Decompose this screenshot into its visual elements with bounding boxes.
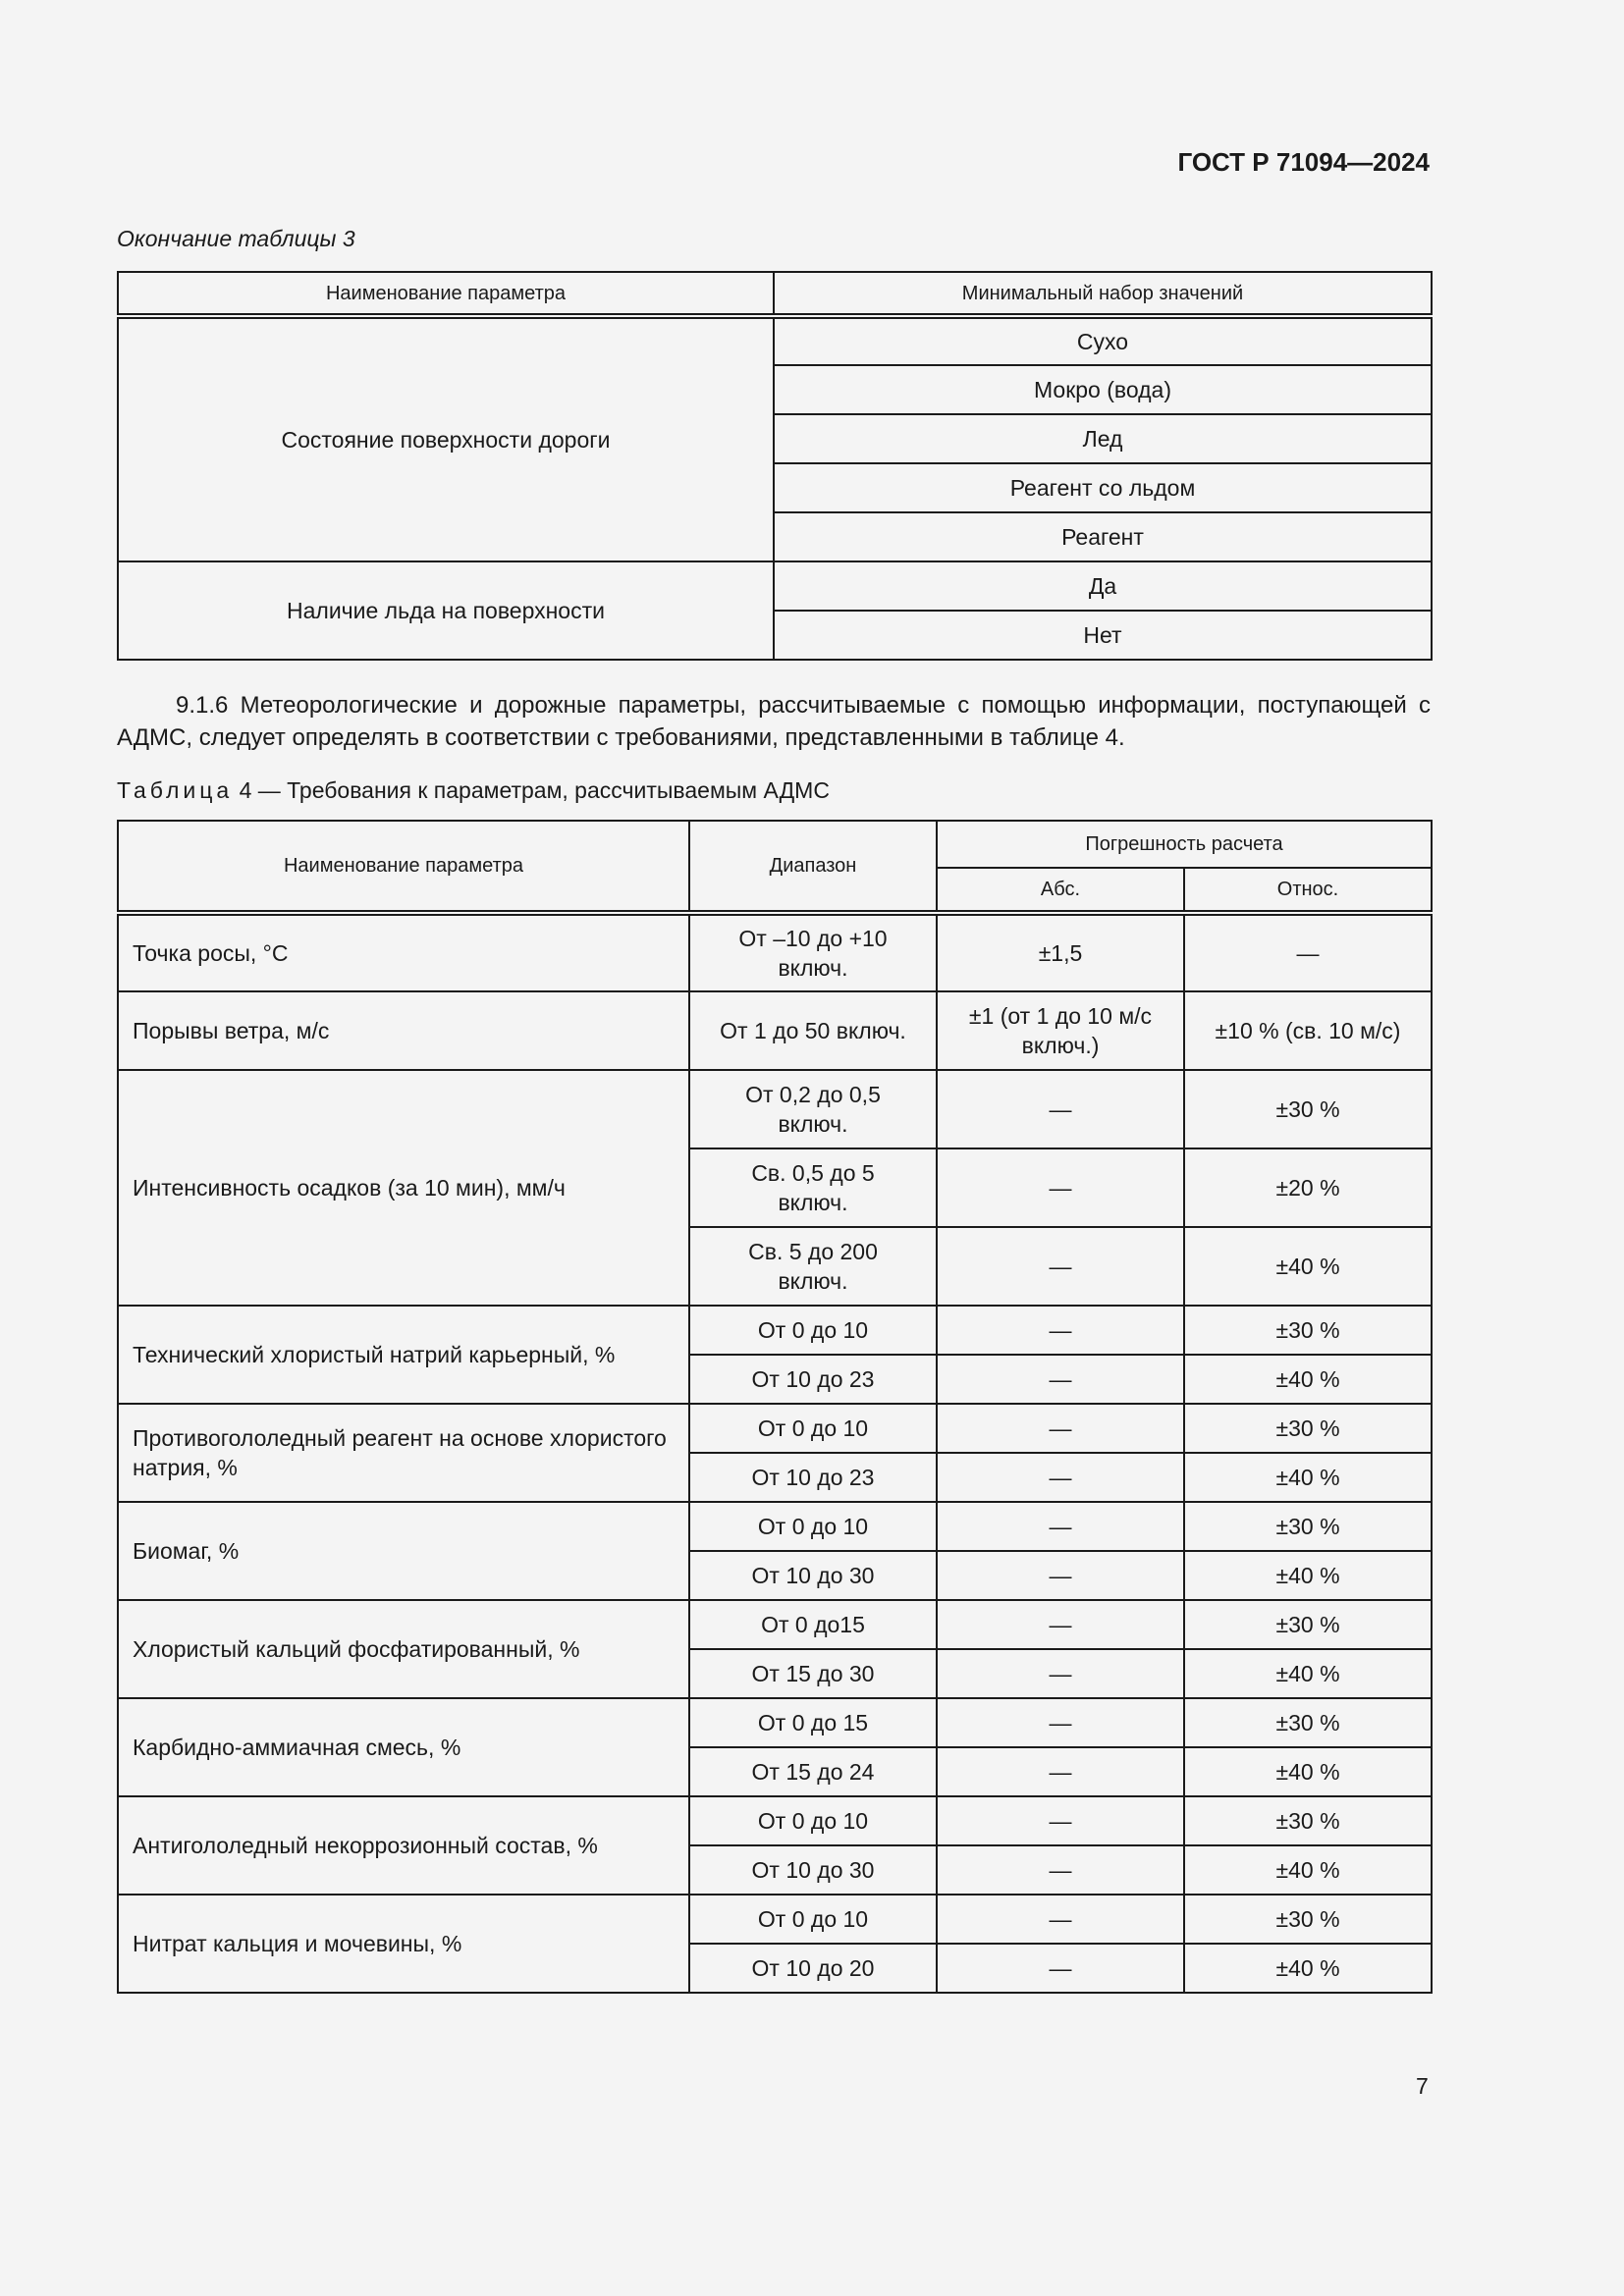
rel-error-cell: ±40 % <box>1184 1747 1432 1796</box>
rel-error-cell: ±30 % <box>1184 1306 1432 1355</box>
range-cell: Св. 5 до 200 включ. <box>689 1227 937 1306</box>
column-header-name: Наименование параметра <box>118 821 689 913</box>
table-row <box>118 1404 1432 1453</box>
parameter-value: Лед <box>774 414 1432 463</box>
document-id: ГОСТ Р 71094—2024 <box>1177 147 1430 177</box>
parameter-value: Реагент <box>774 512 1432 561</box>
range-cell: От 10 до 20 <box>689 1944 937 1993</box>
rel-error-cell: ±20 % <box>1184 1148 1432 1227</box>
parameter-value: Сухо <box>774 316 1432 365</box>
range-cell: От 0 до 10 <box>689 1306 937 1355</box>
abs-error-cell: — <box>937 1649 1184 1698</box>
abs-error-cell: — <box>937 1070 1184 1148</box>
abs-error-cell: — <box>937 1845 1184 1895</box>
rel-error-cell: ±40 % <box>1184 1944 1432 1993</box>
rel-error-cell: ±40 % <box>1184 1551 1432 1600</box>
table-row <box>118 1895 1432 1944</box>
parameter-name: Состояние поверхности дороги <box>118 316 774 561</box>
table-row <box>118 1502 1432 1551</box>
abs-error-cell: — <box>937 1600 1184 1649</box>
parameter-name: Биомаг, % <box>118 1502 689 1600</box>
table-row <box>118 1306 1432 1355</box>
column-header: Минимальный набор значений <box>774 272 1432 316</box>
page-number: 7 <box>1416 2073 1429 2099</box>
range-cell: От –10 до +10 включ. <box>689 913 937 991</box>
parameter-name: Хлористый кальций фосфатированный, % <box>118 1600 689 1698</box>
parameter-name: Технический хлористый натрий карьерный, % <box>118 1306 689 1404</box>
abs-error-cell: — <box>937 1895 1184 1944</box>
rel-error-cell: ±30 % <box>1184 1070 1432 1148</box>
column-header: Наименование параметра <box>118 272 774 316</box>
table-row <box>118 1070 1432 1148</box>
parameter-value: Нет <box>774 611 1432 660</box>
rel-error-cell: ±40 % <box>1184 1227 1432 1306</box>
range-cell: От 10 до 23 <box>689 1355 937 1404</box>
table4-caption-text: 4 — Требования к параметрам, рассчитываемым АДМС <box>239 777 830 803</box>
paragraph-9-1-6: 9.1.6 Метеорологические и дорожные параметры, рассчитываемые с помощью информации, поступающей с АДМС, следует определять в соответствии с требованиями, представленными в таблице 4. <box>117 692 1431 751</box>
abs-error-cell: — <box>937 1227 1184 1306</box>
parameter-name: Противогололедный реагент на основе хлористого натрия, % <box>118 1404 689 1502</box>
rel-error-cell: ±40 % <box>1184 1355 1432 1404</box>
parameter-name: Наличие льда на поверхности <box>118 561 774 660</box>
rel-error-cell: — <box>1184 913 1432 991</box>
table-row <box>118 1796 1432 1845</box>
table-4 <box>117 820 1433 1994</box>
table-row <box>118 561 1432 611</box>
range-cell: От 10 до 30 <box>689 1551 937 1600</box>
abs-error-cell: ±1 (от 1 до 10 м/с включ.) <box>937 991 1184 1070</box>
range-cell: От 0 до 15 <box>689 1698 937 1747</box>
column-header-range: Диапазон <box>689 821 937 913</box>
column-header-rel: Относ. <box>1184 868 1432 913</box>
table-row <box>118 913 1432 991</box>
range-cell: От 0 до15 <box>689 1600 937 1649</box>
rel-error-cell: ±30 % <box>1184 1404 1432 1453</box>
parameter-name: Карбидно-аммиачная смесь, % <box>118 1698 689 1796</box>
table-row <box>118 316 1432 365</box>
abs-error-cell: ±1,5 <box>937 913 1184 991</box>
range-cell: От 10 до 30 <box>689 1845 937 1895</box>
rel-error-cell: ±30 % <box>1184 1796 1432 1845</box>
range-cell: От 1 до 50 включ. <box>689 991 937 1070</box>
table-row <box>118 991 1432 1070</box>
abs-error-cell: — <box>937 1796 1184 1845</box>
abs-error-cell: — <box>937 1453 1184 1502</box>
column-header-abs: Абс. <box>937 868 1184 913</box>
parameter-name: Нитрат кальция и мочевины, % <box>118 1895 689 1993</box>
rel-error-cell: ±40 % <box>1184 1649 1432 1698</box>
parameter-name: Интенсивность осадков (за 10 мин), мм/ч <box>118 1070 689 1306</box>
abs-error-cell: — <box>937 1306 1184 1355</box>
abs-error-cell: — <box>937 1944 1184 1993</box>
parameter-value: Реагент со льдом <box>774 463 1432 512</box>
table4-caption <box>117 777 830 804</box>
abs-error-cell: — <box>937 1747 1184 1796</box>
table3-caption: Окончание таблицы 3 <box>117 226 355 251</box>
range-cell: От 0 до 10 <box>689 1502 937 1551</box>
parameter-name: Точка росы, °C <box>118 913 689 991</box>
rel-error-cell: ±30 % <box>1184 1895 1432 1944</box>
rel-error-cell: ±40 % <box>1184 1453 1432 1502</box>
table-3 <box>117 271 1433 661</box>
column-header-error: Погрешность расчета <box>937 821 1432 868</box>
rel-error-cell: ±10 % (св. 10 м/с) <box>1184 991 1432 1070</box>
range-cell: От 0 до 10 <box>689 1895 937 1944</box>
rel-error-cell: ±30 % <box>1184 1698 1432 1747</box>
table4-caption-word: Таблица <box>117 777 234 803</box>
table-row <box>118 1600 1432 1649</box>
rel-error-cell: ±30 % <box>1184 1600 1432 1649</box>
range-cell: От 0 до 10 <box>689 1404 937 1453</box>
range-cell: От 15 до 30 <box>689 1649 937 1698</box>
rel-error-cell: ±40 % <box>1184 1845 1432 1895</box>
abs-error-cell: — <box>937 1698 1184 1747</box>
abs-error-cell: — <box>937 1355 1184 1404</box>
range-cell: От 10 до 23 <box>689 1453 937 1502</box>
table-row <box>118 1698 1432 1747</box>
rel-error-cell: ±30 % <box>1184 1502 1432 1551</box>
abs-error-cell: — <box>937 1502 1184 1551</box>
parameter-name: Порывы ветра, м/с <box>118 991 689 1070</box>
range-cell: Св. 0,5 до 5 включ. <box>689 1148 937 1227</box>
abs-error-cell: — <box>937 1404 1184 1453</box>
abs-error-cell: — <box>937 1148 1184 1227</box>
range-cell: От 0 до 10 <box>689 1796 937 1845</box>
abs-error-cell: — <box>937 1551 1184 1600</box>
parameter-name: Антигололедный некоррозионный состав, % <box>118 1796 689 1895</box>
parameter-value: Да <box>774 561 1432 611</box>
parameter-value: Мокро (вода) <box>774 365 1432 414</box>
range-cell: От 0,2 до 0,5 включ. <box>689 1070 937 1148</box>
range-cell: От 15 до 24 <box>689 1747 937 1796</box>
